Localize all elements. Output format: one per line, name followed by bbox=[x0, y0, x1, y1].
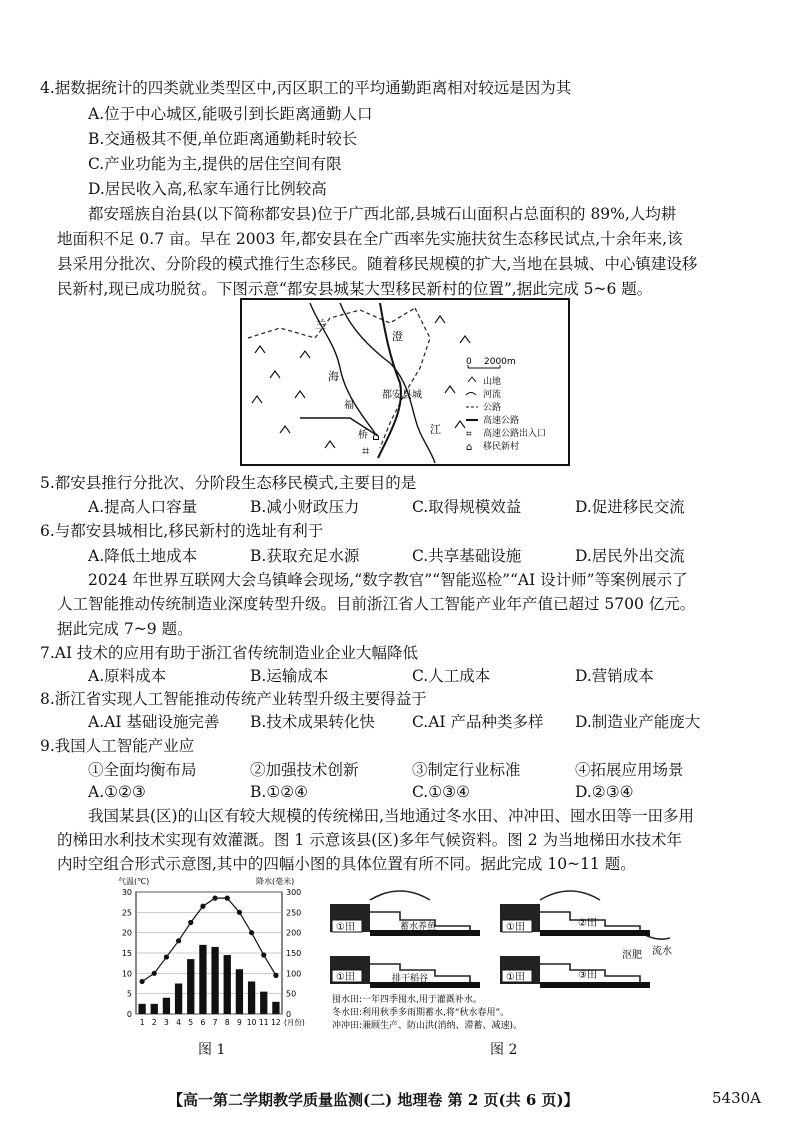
left-axis-title: 气温(℃) bbox=[118, 877, 150, 886]
q6-option-a: A.降低土地成本 bbox=[88, 547, 198, 565]
q4-option-d: D.居民收入高,私家车通行比例较高 bbox=[88, 180, 327, 198]
q9-option-d: D.②③④ bbox=[575, 783, 634, 801]
fertilizer-label: 沤肥 bbox=[622, 950, 642, 961]
temperature-point bbox=[261, 952, 266, 957]
q9-statement-3: ③制定行业标准 bbox=[412, 761, 521, 779]
legend-label: 高速公路 bbox=[483, 416, 520, 426]
passage3-line: 我国某县(区)的山区有较大规模的传统梯田,当地通过冬水田、冲冲田、囤水田等一田多用 bbox=[88, 807, 695, 825]
q9-option-b: B.①②④ bbox=[250, 783, 309, 801]
temperature-point bbox=[188, 920, 193, 925]
passage2-line: 人工智能推动传统制造业深度转型升级。目前浙江省人工智能产业年产值已超过 5700 亿元。 bbox=[57, 595, 696, 613]
figure2-caption: 图 2 bbox=[490, 1042, 518, 1058]
scale-distance: 2000m bbox=[484, 357, 516, 367]
map-label: 福 bbox=[344, 400, 354, 411]
x-tick-label: 11 bbox=[258, 1018, 269, 1027]
precip-bar bbox=[224, 955, 231, 1014]
q7-option-c: C.人工成本 bbox=[412, 667, 491, 685]
left-tick-label: 10 bbox=[121, 969, 132, 979]
temperature-point bbox=[237, 910, 242, 915]
precip-bar bbox=[236, 969, 243, 1014]
right-axis-title: 降水(毫米) bbox=[256, 877, 295, 886]
village-icon: ⌂ bbox=[466, 442, 473, 453]
precip-bar bbox=[211, 947, 218, 1014]
passage1-line: 民新村,现已成功脱贫。下图示意“都安县城某大型移民新村的位置”,据此完成 5~6 题。 bbox=[57, 280, 653, 298]
right-tick-label: 150 bbox=[286, 949, 302, 958]
precip-bar bbox=[272, 1002, 279, 1014]
flow-label: 流水 bbox=[652, 946, 672, 957]
temperature-point bbox=[212, 896, 217, 901]
map-label: 兰 bbox=[315, 318, 326, 331]
passage2-line: 2024 年世界互联网大会乌镇峰会现场,“数字教官”“智能巡检”“AI 设计师”等案例展示了 bbox=[88, 571, 688, 589]
x-tick-label: 3 bbox=[164, 1018, 169, 1027]
q5-stem: 5.都安县推行分批次、分阶段生态移民模式,主要目的是 bbox=[40, 474, 417, 492]
precip-bar bbox=[138, 1004, 145, 1014]
left-tick-label: 20 bbox=[121, 928, 132, 938]
precip-bar bbox=[199, 945, 206, 1014]
temperature-point bbox=[273, 973, 278, 978]
q5-option-b: B.减小财政压力 bbox=[250, 498, 360, 516]
q4-option-b: B.交通极其不便,单位距离通勤耗时较长 bbox=[88, 130, 358, 148]
left-tick-label: 25 bbox=[121, 908, 132, 918]
q9-option-c: C.①③④ bbox=[412, 783, 470, 801]
map-label: 海 bbox=[328, 370, 339, 383]
scale-zero: 0 bbox=[466, 357, 472, 367]
precip-bar bbox=[248, 981, 255, 1014]
x-tick-label: 12 bbox=[271, 1018, 281, 1027]
diagram-note: 囤水田:一年四季囤水,用于灌溉补水。 bbox=[332, 995, 482, 1005]
duan-map bbox=[240, 298, 570, 466]
q5-option-c: C.取得规模效益 bbox=[412, 498, 522, 516]
temperature-point bbox=[139, 979, 144, 984]
passage2-line: 据此完成 7~9 题。 bbox=[57, 620, 193, 638]
q8-option-b: B.技术成果转化快 bbox=[250, 713, 375, 731]
panel-caption: 排干稻谷 bbox=[392, 974, 429, 984]
legend-label: 移民新村 bbox=[483, 442, 520, 452]
x-tick-label: 5 bbox=[188, 1018, 194, 1027]
q6-stem: 6.与都安县城相比,移民新村的选址有利于 bbox=[40, 522, 324, 540]
paper-code: 5430A bbox=[712, 1089, 762, 1107]
q7-option-d: D.营销成本 bbox=[575, 667, 654, 685]
temperature-point bbox=[200, 904, 205, 909]
field-bar bbox=[540, 930, 650, 936]
right-tick-label: 0 bbox=[286, 1010, 292, 1019]
q7-option-a: A.原料成本 bbox=[88, 667, 167, 685]
legend-label: 河流 bbox=[483, 390, 502, 400]
q4-option-a: A.位于中心城区,能吸引到长距离通勤人口 bbox=[88, 105, 373, 123]
q9-option-a: A.①②③ bbox=[88, 783, 146, 801]
x-tick-label: 10 bbox=[246, 1018, 257, 1027]
panel-label: ②田 bbox=[578, 918, 597, 929]
left-tick-label: 5 bbox=[126, 989, 132, 999]
figure1-caption: 图 1 bbox=[198, 1042, 226, 1058]
q4-option-c: C.产业功能为主,提供的居住空间有限 bbox=[88, 155, 342, 173]
county-town-label: 都安县城 bbox=[382, 390, 422, 401]
x-axis-unit: (月份) bbox=[284, 1018, 305, 1027]
right-tick-label: 100 bbox=[286, 969, 302, 979]
passage1-line: 地面积不足 0.7 亩。早在 2003 年,都安县在全广西率先实施扶贫生态移民试点,十余年来,该 bbox=[57, 230, 683, 248]
q8-option-a: A.AI 基础设施完善 bbox=[88, 713, 220, 731]
panel-label: ③田 bbox=[578, 970, 597, 981]
x-tick-label: 2 bbox=[151, 1018, 157, 1027]
precip-bar bbox=[175, 984, 182, 1015]
q9-statement-2: ②加强技术创新 bbox=[250, 761, 359, 779]
flow-arrow bbox=[370, 891, 430, 900]
left-tick-label: 0 bbox=[126, 1010, 132, 1019]
legend-label: 山地 bbox=[483, 377, 502, 387]
q9-statement-4: ④拓展应用场景 bbox=[575, 761, 684, 779]
x-tick-label: 9 bbox=[237, 1018, 242, 1027]
passage1-line: 县采用分批次、分阶段的模式推行生态移民。随着移民规模的扩大,当地在县城、中心镇建设移 bbox=[57, 255, 698, 273]
map-label: 桥 bbox=[358, 430, 368, 441]
q8-option-c: C.AI 产品种类多样 bbox=[412, 713, 544, 731]
q5-option-a: A.提高人口容量 bbox=[88, 498, 198, 516]
q8-stem: 8.浙江省实现人工智能推动传统产业转型升级主要得益于 bbox=[40, 690, 427, 708]
x-tick-label: 4 bbox=[176, 1018, 181, 1027]
q9-stem: 9.我国人工智能产业应 bbox=[40, 737, 195, 755]
right-tick-label: 300 bbox=[286, 888, 302, 897]
precip-bar bbox=[260, 992, 267, 1014]
panel-label: ①田 bbox=[506, 972, 525, 983]
x-tick-label: 6 bbox=[200, 1018, 206, 1027]
legend-label: 公路 bbox=[483, 403, 502, 413]
x-tick-label: 7 bbox=[212, 1018, 218, 1027]
map-label: 澄 bbox=[392, 330, 403, 343]
village-icon: ⌂ bbox=[372, 429, 380, 443]
panel-label: ①田 bbox=[336, 922, 355, 933]
temperature-point bbox=[176, 938, 181, 943]
terrace-diagram bbox=[330, 882, 680, 1032]
highway-exit-icon: ⌗ bbox=[466, 429, 472, 440]
x-tick-label: 8 bbox=[224, 1018, 230, 1027]
right-tick-label: 250 bbox=[286, 908, 302, 918]
passage3-line: 的梯田水利技术实现有效灌溉。图 1 示意该县(区)多年气候资料。图 2 为当地梯田水技术年 bbox=[57, 831, 683, 849]
precip-bar bbox=[187, 959, 194, 1014]
q9-statement-1: ①全面均衡布局 bbox=[88, 761, 197, 779]
legend-label: 高速公路出入口 bbox=[483, 429, 547, 439]
passage3-line: 内时空组合形式示意图,其中的四幅小图的具体位置有所不同。据此完成 10~11 题。 bbox=[57, 855, 636, 873]
q4-stem: 4.据数据统计的四类就业类型区中,丙区职工的平均通勤距离相对较远是因为其 bbox=[40, 79, 572, 97]
temperature-point bbox=[164, 954, 169, 959]
precip-bar bbox=[151, 1004, 158, 1014]
flow-arrow bbox=[540, 891, 600, 900]
q5-option-d: D.促进移民交流 bbox=[575, 498, 685, 516]
temperature-point bbox=[225, 896, 230, 901]
diagram-note: 冬水田:利用秋季多雨期蓄水,将“秋水春用”。 bbox=[332, 1008, 510, 1018]
temperature-point bbox=[249, 930, 254, 935]
q7-stem: 7.AI 技术的应用有助于浙江省传统制造业企业大幅降低 bbox=[40, 644, 419, 662]
q8-option-d: D.制造业产能庞大 bbox=[575, 713, 701, 731]
q7-option-b: B.运输成本 bbox=[250, 667, 329, 685]
panel-label: ①田 bbox=[336, 972, 355, 983]
q6-option-d: D.居民外出交流 bbox=[575, 547, 685, 565]
temperature-line bbox=[142, 898, 276, 981]
field-bar bbox=[540, 982, 650, 988]
highway-exit-icon: ⌗ bbox=[362, 444, 370, 459]
panel-label: ①田 bbox=[506, 922, 525, 933]
left-tick-label: 30 bbox=[121, 888, 132, 897]
temperature-point bbox=[152, 971, 157, 976]
passage1-line: 都安瑶族自治县(以下简称都安县)位于广西北部,县城石山面积占总面积的 89%,人均耕 bbox=[88, 205, 677, 223]
climate-chart bbox=[110, 872, 320, 1037]
precip-bar bbox=[163, 998, 170, 1014]
right-tick-label: 200 bbox=[286, 928, 302, 938]
panel-caption: 蓄水养鱼 bbox=[400, 922, 437, 932]
right-tick-label: 50 bbox=[286, 989, 297, 999]
map-frame bbox=[241, 299, 569, 465]
map-label: 江 bbox=[430, 423, 441, 436]
q6-option-b: B.获取充足水源 bbox=[250, 547, 360, 565]
x-tick-label: 1 bbox=[139, 1018, 145, 1027]
diagram-note: 冲冲田:兼顾生产、防山洪(消纳、滞蓄、减速)。 bbox=[332, 1021, 523, 1031]
left-tick-label: 15 bbox=[121, 949, 132, 958]
page-footer: 【高一第二学期教学质量监测(二) 地理卷 第 2 页(共 6 页)】 bbox=[168, 1091, 579, 1109]
q6-option-c: C.共享基础设施 bbox=[412, 547, 522, 565]
